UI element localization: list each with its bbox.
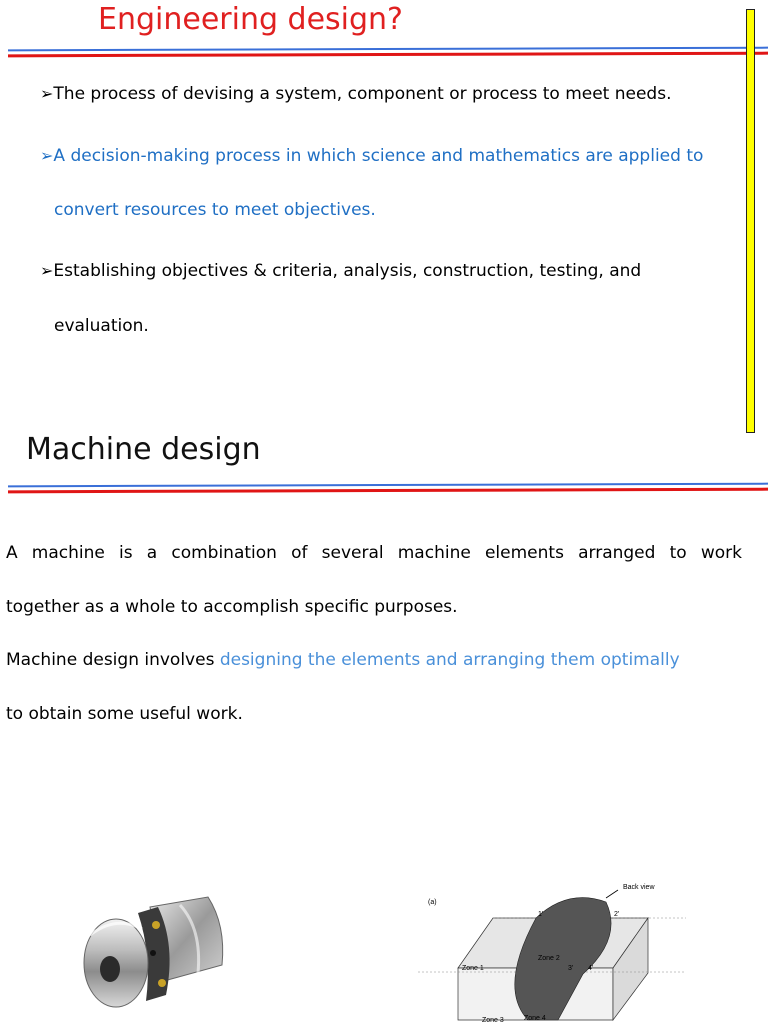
svg-text:Zone 2: Zone 2 (538, 955, 560, 962)
figure-panel-label: (a) (428, 899, 437, 906)
zone-diagram-figure (418, 878, 686, 1024)
title-underline-red (8, 52, 768, 58)
paragraph-line: together as a whole to accomplish specific purposes. (6, 597, 458, 617)
svg-text:3': 3' (568, 965, 574, 972)
title-underline-blue (8, 47, 768, 52)
highlighted-text: designing the elements and arranging them optimally (219, 650, 680, 670)
paragraph-word: a (146, 543, 158, 563)
paragraph-word: machine (31, 543, 105, 563)
svg-text:2': 2' (614, 911, 620, 918)
paragraph-word: work (700, 543, 742, 563)
paragraph-word: combination (171, 543, 277, 563)
bullet-item: ➢The process of devising a system, component or process to meet needs. (40, 84, 672, 104)
svg-text:Zone 4: Zone 4 (524, 1015, 546, 1022)
bullet-continuation: evaluation. (54, 316, 149, 336)
paragraph-word: machine (397, 543, 471, 563)
paragraph-word: several (321, 543, 384, 563)
figure-label-back-view: Back view (623, 884, 655, 891)
paragraph-line: to obtain some useful work. (6, 704, 243, 724)
paragraph-word: arranged (578, 543, 656, 563)
bullet-item: ➢A decision-making process in which science and mathematics are applied to (40, 146, 704, 166)
bullet-item: ➢Establishing objectives & criteria, analysis, construction, testing, and (40, 261, 642, 281)
paragraph-word: elements (484, 543, 564, 563)
svg-text:Zone 3: Zone 3 (482, 1017, 504, 1024)
section-title-engineering-design: Engineering design? (98, 2, 403, 37)
svg-text:Zone 1: Zone 1 (462, 965, 484, 972)
svg-text:1': 1' (538, 911, 544, 918)
arrow-bullet-icon: ➢ (40, 261, 54, 280)
accent-vertical-bar (746, 9, 755, 433)
arrow-bullet-icon: ➢ (40, 84, 54, 103)
paragraph-word: is (119, 543, 133, 563)
paragraph-word: A (6, 543, 18, 563)
section-title-machine-design: Machine design (26, 432, 261, 467)
title-underline-red (8, 488, 768, 494)
title-underline-blue (8, 483, 768, 488)
paragraph-line (6, 543, 742, 563)
paragraph-line: Machine design involves designing the elements and arranging them optimally (6, 650, 680, 670)
svg-text:4': 4' (588, 965, 594, 972)
paragraph-word: of (291, 543, 308, 563)
bullet-continuation: convert resources to meet objectives. (54, 200, 376, 220)
paragraph-word: to (669, 543, 687, 563)
arrow-bullet-icon: ➢ (40, 146, 54, 165)
coupling-image (80, 885, 230, 1024)
